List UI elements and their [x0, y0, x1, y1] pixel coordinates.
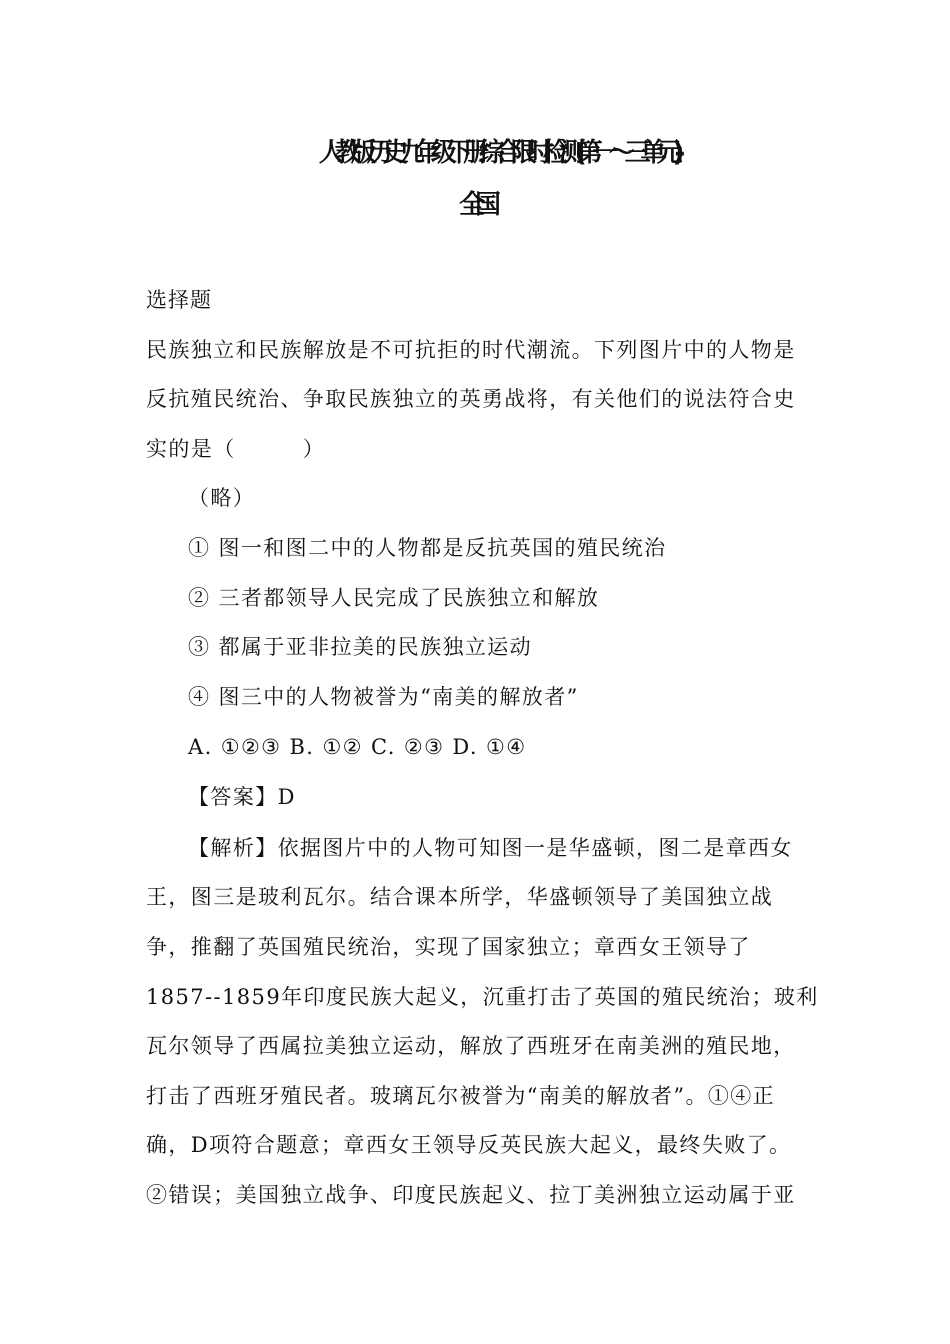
- section-label: 选择题: [146, 288, 212, 312]
- document-title-line-2: 全国: [458, 190, 491, 220]
- document-title-line-1: 人教版历史九年级下册综合限时检测(第一～三单元)-: [318, 138, 676, 168]
- analysis-line-2: 王，图三是玻利瓦尔。结合课本所学，华盛顿领导了美国独立战: [146, 885, 774, 909]
- statement-4: ④ 图三中的人物被誉为“南美的解放者”: [188, 685, 579, 709]
- question-line-3: 实的是（ ）: [146, 437, 326, 461]
- answer-options: A. ①②③ B. ①② C. ②③ D. ①④: [188, 735, 527, 759]
- statement-3: ③ 都属于亚非拉美的民族独立运动: [188, 635, 533, 659]
- analysis-line-8: ②错误；美国独立战争、印度民族起义、拉丁美洲独立运动属于亚: [146, 1183, 796, 1207]
- analysis-line-1: 【解析】依据图片中的人物可知图一是华盛顿，图二是章西女: [188, 836, 793, 860]
- analysis-line-3: 争，推翻了英国殖民统治，实现了国家独立；章西女王领导了: [146, 935, 751, 959]
- analysis-line-5: 瓦尔领导了西属拉美独立运动，解放了西班牙在南美洲的殖民地，: [146, 1034, 796, 1058]
- question-line-1: 民族独立和民族解放是不可抗拒的时代潮流。下列图片中的人物是: [146, 338, 796, 362]
- statement-2: ② 三者都领导人民完成了民族独立和解放: [188, 586, 600, 610]
- figure-note: （略）: [188, 486, 256, 510]
- question-line-2: 反抗殖民统治、争取民族独立的英勇战将，有关他们的说法符合史: [146, 387, 796, 411]
- answer-line: 【答案】D: [188, 785, 296, 809]
- analysis-line-7: 确，D项符合题意；章西女王领导反英民族大起义，最终失败了。: [146, 1133, 792, 1157]
- statement-1: ① 图一和图二中的人物都是反抗英国的殖民统治: [188, 536, 667, 560]
- analysis-line-4: 1857--1859年印度民族大起义，沉重打击了英国的殖民统治；玻利: [146, 985, 819, 1009]
- analysis-line-6: 打击了西班牙殖民者。玻璃瓦尔被誉为“南美的解放者”。①④正: [146, 1084, 776, 1108]
